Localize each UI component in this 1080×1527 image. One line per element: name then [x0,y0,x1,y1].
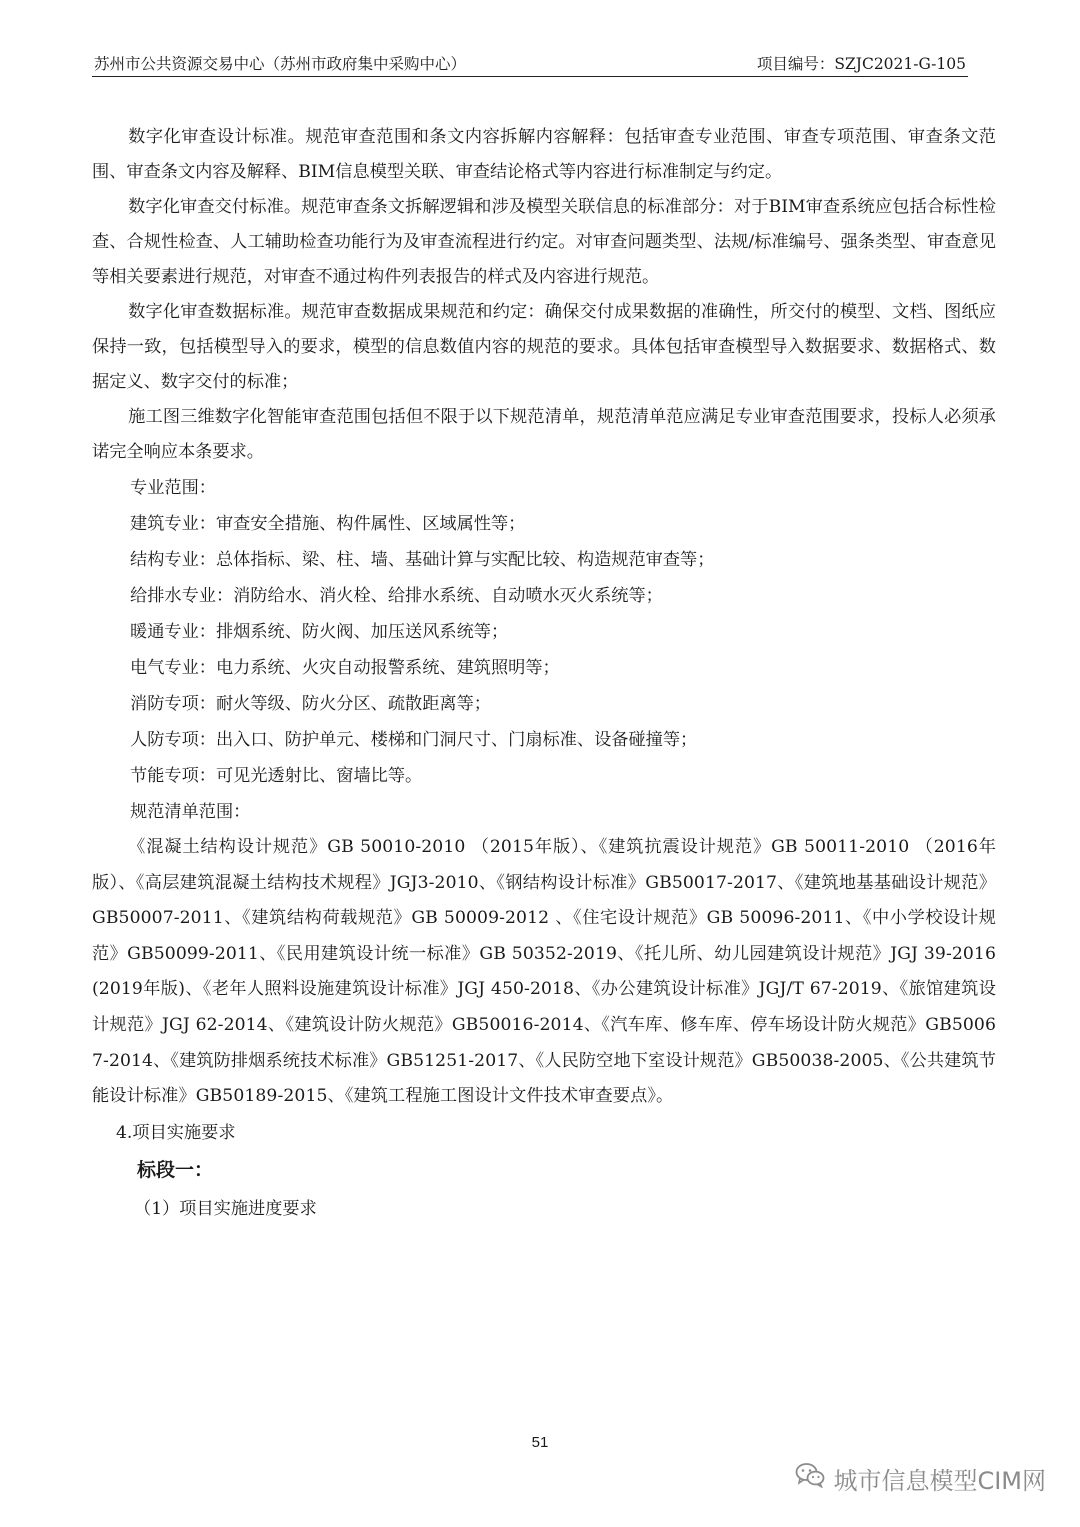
scope-item-plumbing: 给排水专业：消防给水、消火栓、给排水系统、自动喷水灭火系统等； [130,586,663,606]
paragraph-data-standard: 数字化审查数据标准。规范审查数据成果规范和约定：确保交付成果数据的准确性，所交付的模型、文档、图纸应保持一致，包括模型导入的要求，模型的信息数值内容的规范的要求。具体包括审查模型导入数据要求、数据格式、数据定义、数字交付的标准； [92,302,996,392]
paragraph-delivery-standard: 数字化审查交付标准。规范审查条文拆解逻辑和涉及模型关联信息的标准部分：对于BIM审查系统应包括合标性检查、合规性检查、人工辅助检查功能行为及审查流程进行约定。对审查问题类型、法规/标准编号、强条类型、审查意见等相关要素进行规范，对审查不通过构件列表报告的样式及内容进行规范。 [92,197,996,287]
subsection-item: （1）项目实施进度要求 [134,1198,317,1219]
paragraph-review-scope: 施工图三维数字化智能审查范围包括但不限于以下规范清单，规范清单范应满足专业审查范围要求，投标人必须承诺完全响应本条要求。 [92,407,996,462]
scope-item-civil-defense: 人防专项：出入口、防护单元、楼梯和门洞尺寸、门扇标准、设备碰撞等； [130,730,698,750]
scope-item-fire: 消防专项：耐火等级、防火分区、疏散距离等； [130,694,491,714]
page-number: 51 [531,1434,549,1451]
header-project-number: 项目编号：SZJC2021-G-105 [756,55,966,73]
spec-list-title: 规范清单范围： [130,802,251,822]
watermark [795,1458,1046,1498]
page-body [92,120,996,1229]
scope-item-structure: 结构专业：总体指标、梁、柱、墙、基础计算与实配比较、构造规范审查等； [130,550,715,570]
scope-item-architecture: 建筑专业：审查安全措施、构件属性、区域属性等； [130,514,526,534]
scope-item-energy: 节能专项：可见光透射比、窗墙比等。 [130,766,423,786]
header-organization: 苏州市公共资源交易中心（苏州市政府集中采购中心） [94,55,467,73]
watermark-text: 城市信息模型CIM网 [833,1466,1046,1495]
subsection-heading: 标段一： [137,1158,214,1181]
scope-title: 专业范围： [130,478,216,498]
page-header [92,50,968,77]
section-heading: 4.项目实施要求 [116,1122,236,1143]
wechat-icon [795,1462,825,1494]
paragraph-design-standard: 数字化审查设计标准。规范审查范围和条文内容拆解内容解释：包括审查专业范围、审查专项范围、审查条文范围、审查条文内容及解释、BIM信息模型关联、审查结论格式等内容进行标准制定与约定。 [92,127,996,182]
spec-list-text: 《混凝土结构设计规范》GB 50010-2010 （2015年版）、《建筑抗震设计规范》GB 50011-2010 （2016年版）、《高层建筑混凝土结构技术规程》JGJ3-2010、《钢结构设计标准》GB50017-2017、《建筑地基基础设计规范》GB50007-2011、《建筑结构荷载规范》GB 50009-2012 、《住宅设计规范》GB 50096-2011、《中小学校设计规范》GB50099-2011、《民用建筑设计统一标准》GB 50352-2019、《托儿所、幼儿园建筑设计规范》JGJ 39-2016(2019年版)、《老年人照料设施建筑设计标准》JGJ 450-2018、《办公建筑设计标准》JGJ/T 67-2019、《旅馆建筑设计规范》JGJ 62-2014、《建筑设计防火规范》GB50016-2014、《汽车库、修车库、停车场设计防火规范》GB50067-2014、《建筑防排烟系统技术标准》GB51251-2017、《人民防空地下室设计规范》GB50038-2005、《公共建筑节能设计标准》GB50189-2015、《建筑工程施工图设计文件技术审查要点》。 [92,837,996,1107]
scope-item-electrical: 电气专业：电力系统、火灾自动报警系统、建筑照明等； [130,658,560,678]
scope-item-hvac: 暖通专业：排烟系统、防火阀、加压送风系统等； [130,622,509,642]
